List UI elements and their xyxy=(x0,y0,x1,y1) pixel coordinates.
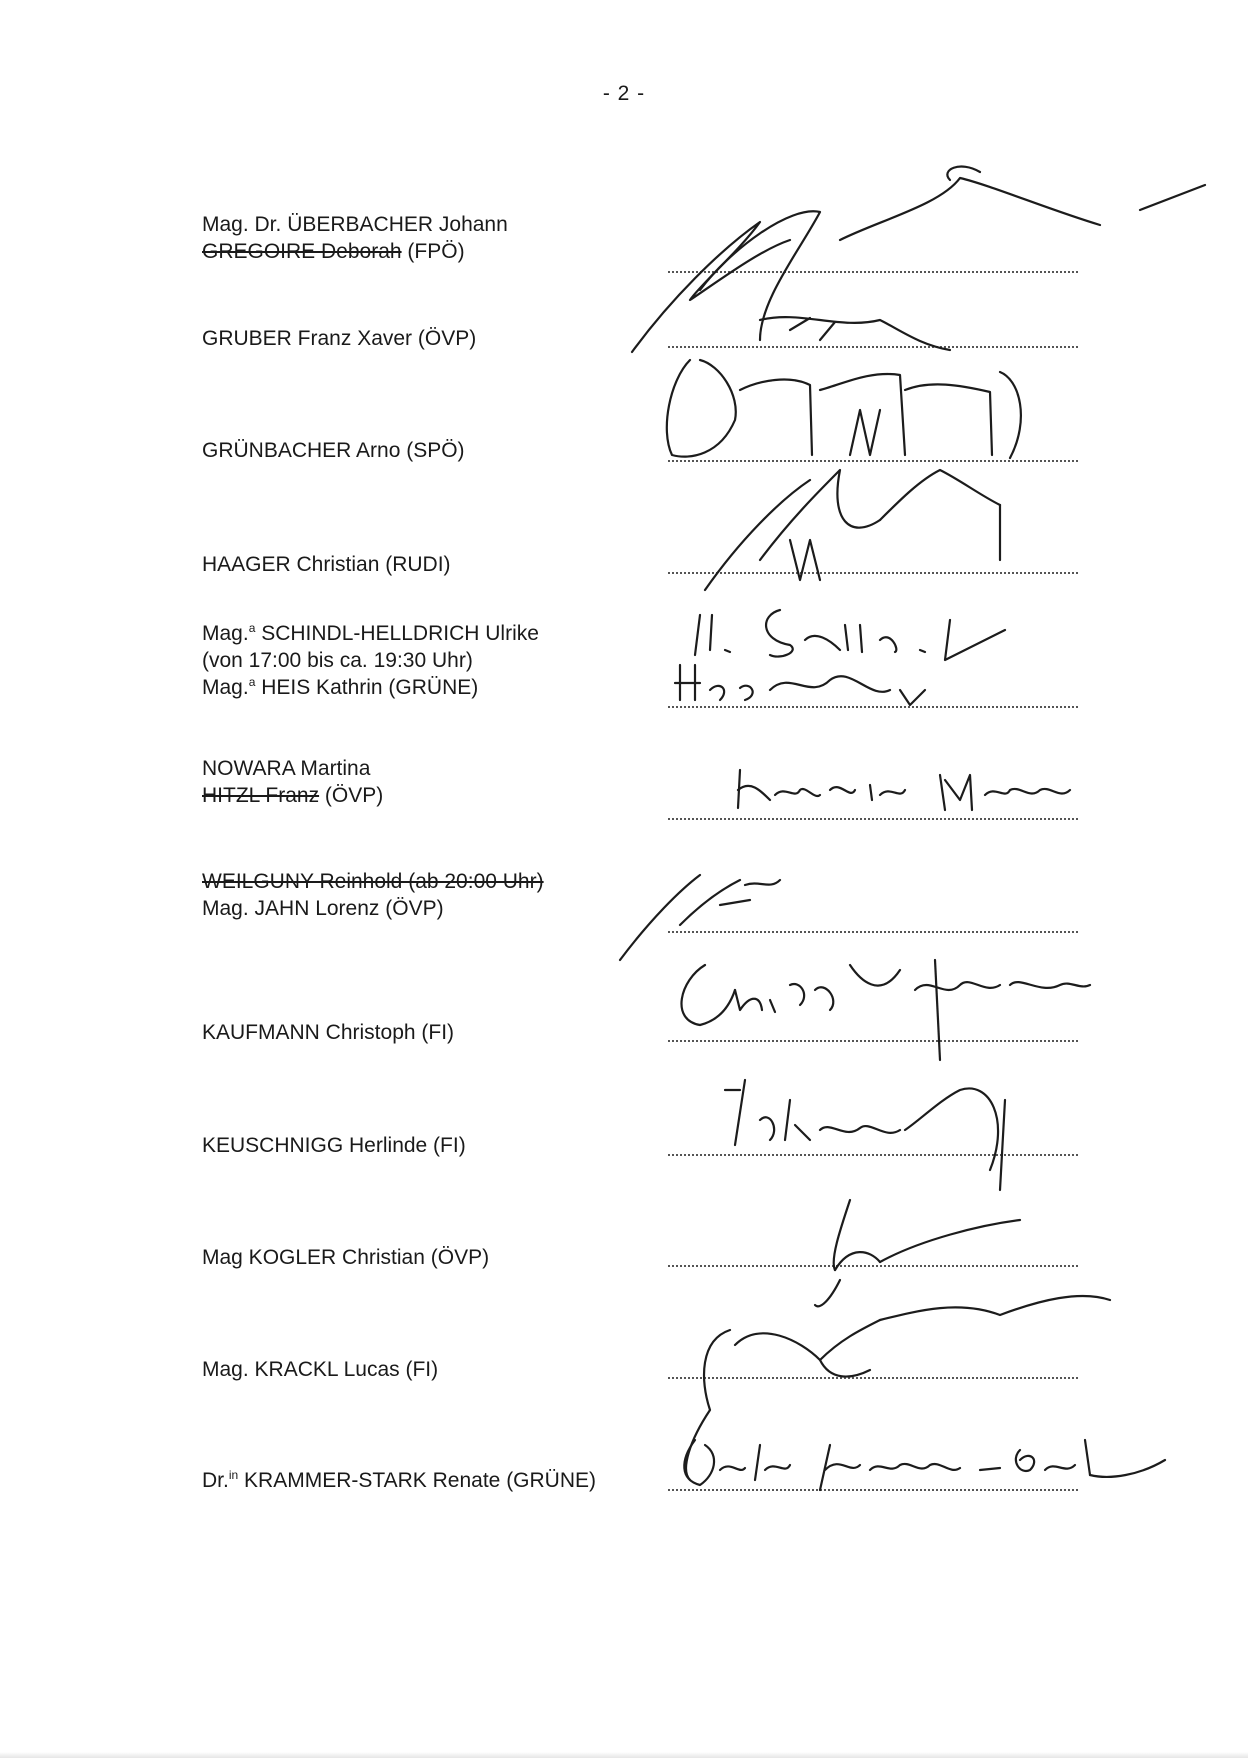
signature-line xyxy=(668,271,1078,273)
signature-schindl-heis xyxy=(675,610,1005,705)
signature-keuschnigg xyxy=(725,1080,1005,1190)
signature-gruenbacher xyxy=(667,360,1021,458)
signatory-entry xyxy=(202,1356,438,1383)
signature-krackl xyxy=(686,1296,1110,1480)
signatory-entry xyxy=(202,211,508,265)
signatory-entry xyxy=(202,1019,454,1046)
signature-line xyxy=(668,1154,1078,1156)
signatory-line xyxy=(202,1356,438,1383)
signatory-text: Dr. xyxy=(202,1469,229,1492)
signatory-text: KRAMMER-STARK Renate (GRÜNE) xyxy=(238,1469,597,1492)
signatory-line xyxy=(202,238,508,265)
signatory-text: Mag. JAHN Lorenz (ÖVP) xyxy=(202,897,444,920)
signatory-text: NOWARA Martina xyxy=(202,757,371,780)
signatory-text: Mag. xyxy=(202,676,249,699)
signatory-line xyxy=(202,1132,466,1159)
signatory-text: (ÖVP) xyxy=(319,784,384,807)
signatory-line xyxy=(202,1244,489,1271)
signatory-line xyxy=(202,868,544,895)
signatory-text: (FPÖ) xyxy=(401,240,465,263)
signatory-entry xyxy=(202,755,383,809)
struck-name-text: WEILGUNY Reinhold (ab 20:00 Uhr) xyxy=(202,870,544,893)
signature-line xyxy=(668,1489,1078,1491)
title-superscript: in xyxy=(228,1468,239,1482)
signature-line xyxy=(668,1377,1078,1379)
signatory-entry xyxy=(202,868,544,922)
signatory-text: KAUFMANN Christoph (FI) xyxy=(202,1021,455,1044)
signatory-entry xyxy=(202,1132,466,1159)
signatory-line xyxy=(202,895,544,922)
signature-line xyxy=(668,346,1078,348)
signatory-line xyxy=(202,647,539,674)
signatory-line xyxy=(202,211,508,238)
signatory-text: GRÜNBACHER Arno (SPÖ) xyxy=(202,439,465,462)
signatory-text: Mag. xyxy=(202,622,249,645)
signatory-line xyxy=(202,551,451,578)
signature-kaufmann xyxy=(681,960,1090,1060)
signatory-text: SCHINDL-HELLDRICH Ulrike xyxy=(255,622,539,645)
signatory-text: GRUBER Franz Xaver (ÖVP) xyxy=(202,327,477,350)
signatory-entry xyxy=(202,1467,596,1494)
signature-kogler xyxy=(815,1200,1020,1306)
signature-line xyxy=(668,818,1078,820)
signatory-line xyxy=(202,674,539,701)
signatory-line xyxy=(202,755,383,782)
signatory-line xyxy=(202,437,465,464)
signature-line xyxy=(668,931,1078,933)
signatory-text: HAAGER Christian (RUDI) xyxy=(202,553,451,576)
struck-name-text: GREGOIRE Deborah xyxy=(202,240,402,263)
page-number: - 2 - xyxy=(602,82,646,105)
signatory-entry xyxy=(202,325,476,352)
signatory-entry xyxy=(202,620,539,701)
signatory-text: Mag. Dr. ÜBERBACHER Johann xyxy=(202,213,508,236)
signatory-text: (von 17:00 bis ca. 19:30 Uhr) xyxy=(202,649,473,672)
signature-line xyxy=(668,1040,1078,1042)
signatory-line xyxy=(202,1019,454,1046)
signature-line xyxy=(668,1265,1078,1267)
signatory-entry xyxy=(202,1244,489,1271)
signatory-line xyxy=(202,325,476,352)
page-bottom-edge xyxy=(0,1752,1248,1758)
title-superscript: a xyxy=(248,675,256,689)
signatory-line xyxy=(202,1467,596,1494)
signatory-entry xyxy=(202,437,465,464)
signature-line xyxy=(668,706,1078,708)
signature-ueberbacher xyxy=(632,167,1205,352)
signature-krammer-stark xyxy=(684,1440,1165,1490)
signature-line xyxy=(668,572,1078,574)
struck-name-text: HITZL Franz xyxy=(202,784,320,807)
signature-nowara xyxy=(738,770,1070,810)
signatory-entry xyxy=(202,551,451,578)
signatory-text: KEUSCHNIGG Herlinde (FI) xyxy=(202,1134,466,1157)
signatory-text: HEIS Kathrin (GRÜNE) xyxy=(255,676,479,699)
signatory-line xyxy=(202,620,539,647)
signature-line xyxy=(668,460,1078,462)
signatory-line xyxy=(202,782,383,809)
signatory-text: Mag KOGLER Christian (ÖVP) xyxy=(202,1246,490,1269)
signatory-text: Mag. KRACKL Lucas (FI) xyxy=(202,1358,439,1381)
title-superscript: a xyxy=(248,621,256,635)
signature-jahn xyxy=(620,875,780,960)
